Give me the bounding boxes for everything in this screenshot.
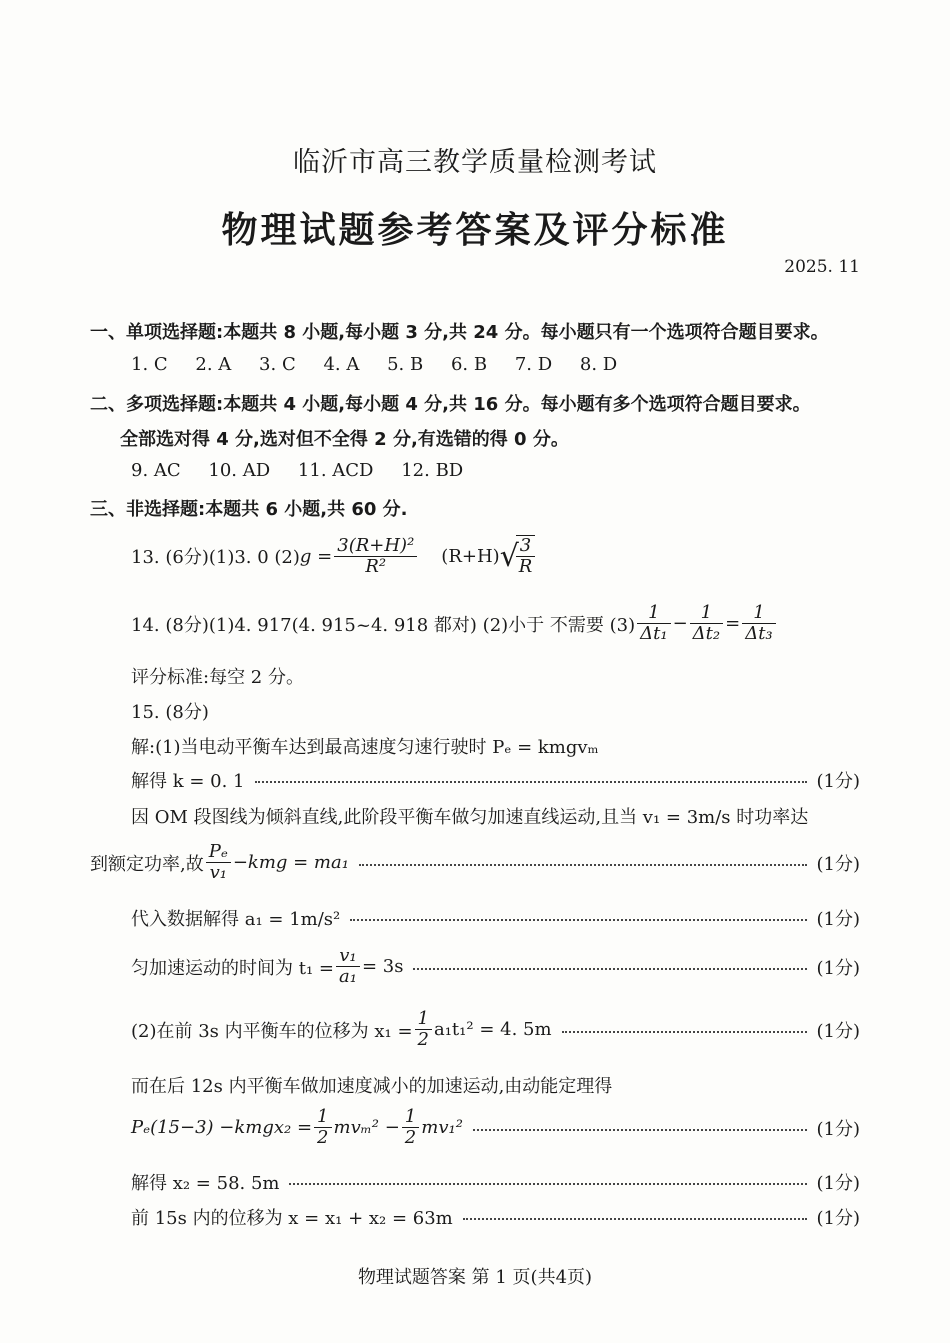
section3-heading: 三、非选择题:本题共 6 小题,共 60 分.	[90, 499, 408, 520]
q15-line7-text: (2)在前 3s 内平衡车的位移为 x₁ =	[131, 1020, 413, 1042]
q13-numerator: 3(R+H)²	[334, 536, 417, 557]
section2-heading-cont: 全部选对得 4 分,选对但不全得 2 分,有选错的得 0 分。	[120, 429, 569, 450]
q14-f2-num: 1	[690, 603, 723, 624]
answer-3: 3. C	[259, 354, 296, 375]
q15-line6-frac	[336, 946, 360, 987]
q14-f3-den: Δt₃	[745, 623, 773, 644]
answer-8: 8. D	[579, 354, 618, 375]
q15-score: (1分)	[816, 771, 860, 792]
q15-line9-frac2	[402, 1107, 419, 1148]
section1-answers	[131, 354, 639, 375]
q14-f1-den: Δt₁	[640, 623, 668, 644]
q14-f3-num: 1	[742, 603, 775, 624]
q15-l4-den: v₁	[209, 862, 227, 883]
q15-l9-num2: 1	[402, 1107, 419, 1128]
q15-line7-frac	[415, 1009, 432, 1050]
q15-line9-mid: mvₘ² −	[333, 1117, 400, 1138]
q14-frac2	[690, 603, 723, 644]
section2-answers	[131, 460, 485, 481]
q15-line6-eq: = 3s	[361, 956, 404, 977]
answer-12: 12. BD	[401, 460, 464, 481]
q15-line4-text: 到额定功率,故	[90, 853, 204, 875]
q15-line10-text: 解得 x₂ = 58. 5m	[131, 1173, 280, 1194]
q15-line5	[131, 905, 860, 931]
q14-frac1	[637, 603, 670, 644]
q15-line9	[131, 1107, 860, 1148]
q15-score: (1分)	[816, 1020, 860, 1042]
q15-line7	[131, 1009, 860, 1050]
q15-line9-end: mv₁²	[421, 1117, 463, 1138]
q15-score: (1分)	[816, 909, 860, 930]
q13-rh: (R+H)	[441, 545, 500, 567]
q15-line3: 因 OM 段图线为倾斜直线,此阶段平衡车做匀加速直线运动,且当 v₁ = 3m/s 时功率达	[131, 807, 809, 828]
q13-label: 13. (6分)(1)3. 0 (2)	[131, 547, 300, 568]
q15-line8: 而在后 12s 内平衡车做加速度减小的加速运动,由动能定理得	[131, 1076, 613, 1097]
q15-line1: 解:(1)当电动平衡车达到最高速度匀速行驶时 Pₑ = kmgvₘ	[131, 737, 599, 758]
answer-1: 1. C	[131, 354, 168, 375]
answer-5: 5. B	[387, 354, 424, 375]
exam-title: 临沂市高三教学质量检测考试	[293, 147, 657, 178]
answer-2: 2. A	[195, 354, 232, 375]
q14-label: 14. (8分)(1)4. 917(4. 915~4. 918 都对) (2)小于 不需要 (3)	[131, 614, 636, 636]
q13-fraction	[334, 536, 417, 577]
q15-l7-num: 1	[415, 1009, 432, 1030]
q14-answer: 14. (8分)(1)4. 917(4. 915~4. 918 都对) (2)小于 不需要 (3) $\frac{1}{\text{Δt₁}}$ − $\frac{1}{\text{Δt₂}}$ = $\frac{1}{\text{Δt₃}}$	[131, 603, 778, 644]
q15-l6-num: v₁	[336, 946, 360, 967]
q15-line2	[131, 767, 860, 793]
q15-score: (1分)	[816, 1118, 860, 1140]
q15-score: (1分)	[816, 853, 860, 875]
document-date: 2025. 11	[784, 257, 860, 277]
q14-f2-den: Δt₂	[692, 623, 721, 644]
q15-line11	[131, 1204, 860, 1230]
q14-f1-num: 1	[637, 603, 670, 624]
q15-l9-den1: 2	[317, 1127, 329, 1148]
section2-heading: 二、多项选择题:本题共 4 小题,每小题 4 分,共 16 分。每小题有多个选项符合题目要求。	[90, 394, 811, 415]
answer-9: 9. AC	[131, 460, 181, 481]
q13-sqrt-num: 3	[516, 536, 536, 557]
q13-sqrt: √ $\frac{3}{R}$	[500, 535, 536, 577]
page-footer: 物理试题答案 第 1 页(共4页)	[357, 1267, 593, 1288]
q15-line4-frac	[206, 842, 231, 883]
q15-l6-den: a₁	[338, 966, 357, 987]
q15-l9-den2: 2	[404, 1127, 417, 1148]
q15-line6-text: 匀加速运动的时间为 t₁ =	[131, 957, 334, 979]
q15-l7-den: 2	[417, 1029, 429, 1050]
q15-l4-num: Pₑ	[206, 842, 231, 863]
answer-7: 7. D	[514, 354, 553, 375]
q15-score: (1分)	[816, 1208, 860, 1229]
q15-line9-frac1	[314, 1107, 331, 1148]
answer-4: 4. A	[323, 354, 360, 375]
q15-line10	[131, 1169, 860, 1195]
q15-score: (1分)	[816, 957, 860, 979]
q15-line9-text: Pₑ(15−3) −kmgx₂ =	[131, 1117, 313, 1138]
answer-10: 10. AD	[208, 460, 271, 481]
q15-line7-eq: a₁t₁² = 4. 5m	[433, 1019, 552, 1040]
answer-6: 6. B	[450, 354, 488, 375]
answer-11: 11. ACD	[297, 460, 374, 481]
q13-sqrt-den: R	[518, 556, 533, 577]
q13-answer	[131, 535, 535, 577]
q15-score: (1分)	[816, 1173, 860, 1194]
q13-g: g =	[299, 545, 333, 567]
document-title: 物理试题参考答案及评分标准	[221, 210, 729, 251]
q15-line5-text: 代入数据解得 a₁ = 1m/s²	[131, 909, 341, 930]
q15-line2-text: 解得 k = 0. 1	[131, 771, 245, 792]
section1-heading: 一、单项选择题:本题共 8 小题,每小题 3 分,共 24 分。每小题只有一个选项符合题目要求。	[90, 322, 829, 343]
q15-line11-text: 前 15s 内的位移为 x = x₁ + x₂ = 63m	[131, 1208, 453, 1229]
q15-l9-num1: 1	[314, 1107, 331, 1128]
q15-line4	[90, 842, 860, 883]
q14-scoring: 评分标准:每空 2 分。	[131, 667, 304, 688]
q15-line4-eq: −kmg = ma₁	[232, 852, 349, 873]
q15-label: 15. (8分)	[131, 702, 209, 723]
q14-frac3	[742, 603, 775, 644]
q15-line6	[131, 946, 860, 987]
q13-denominator: R²	[365, 555, 387, 577]
